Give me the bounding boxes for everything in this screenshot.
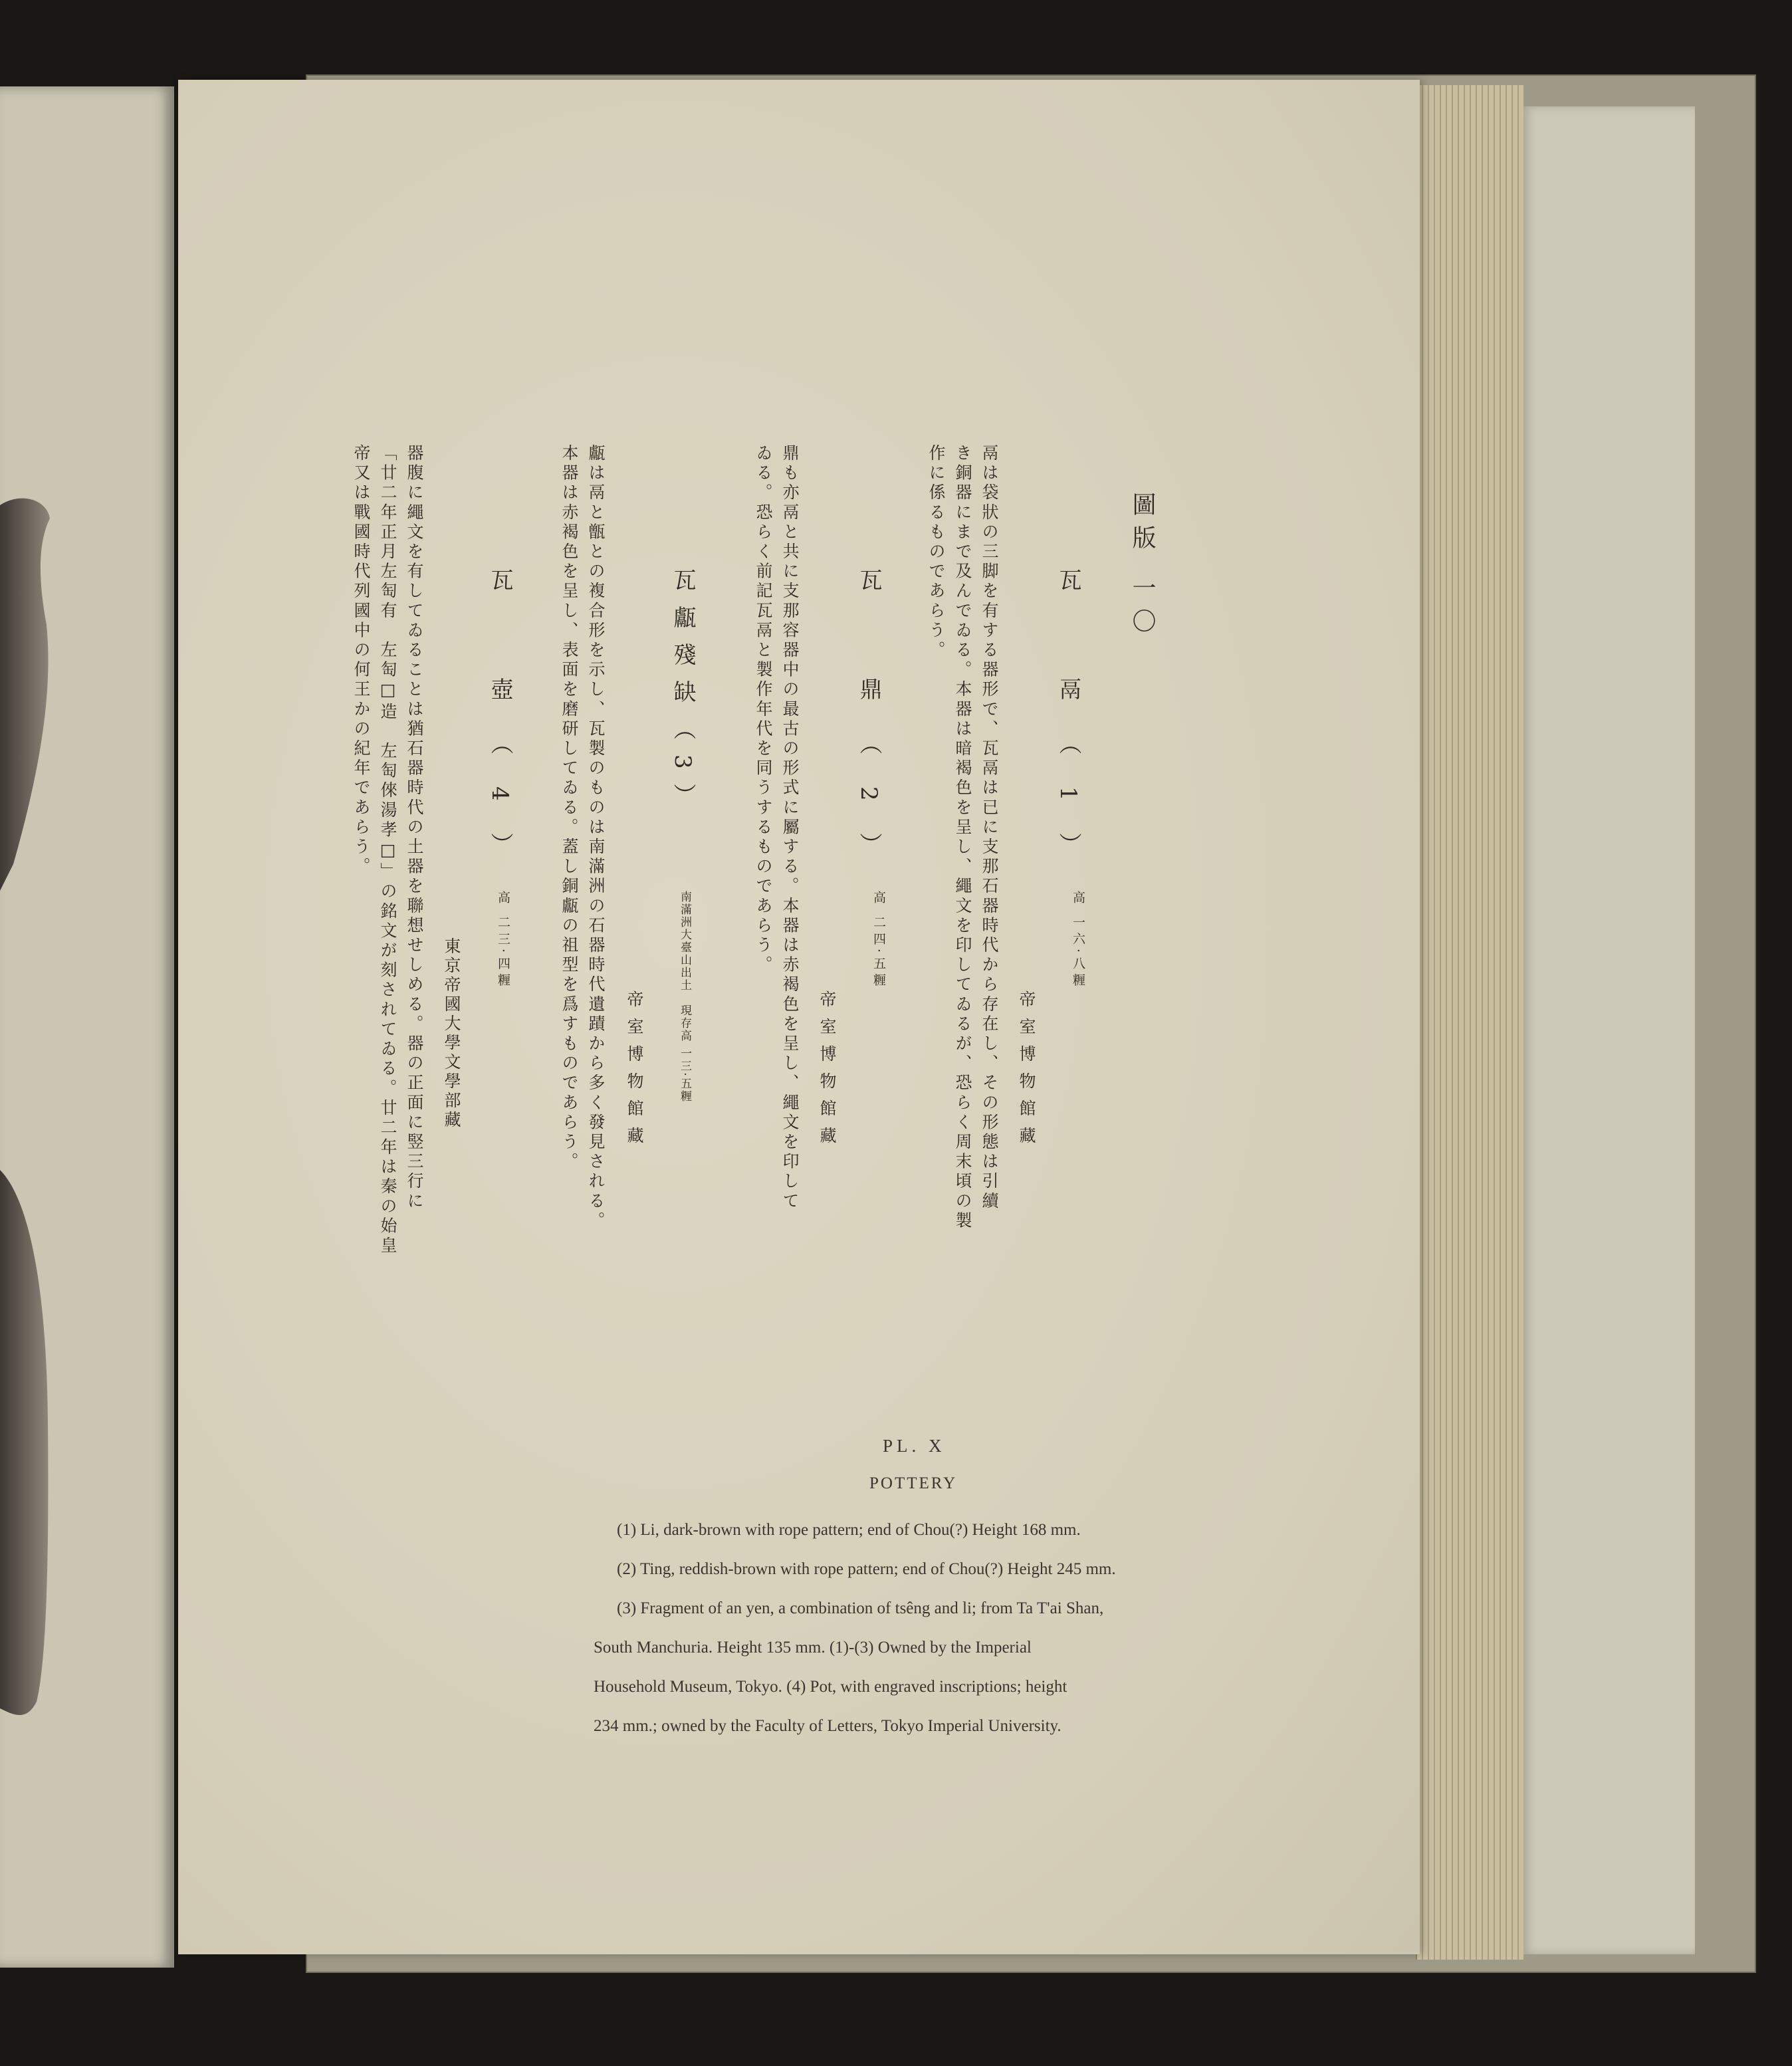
caption-line: South Manchuria. Height 135 mm. (1)-(3) Owned by the Imperial [594,1639,1032,1657]
page-edges [1416,85,1523,1960]
plate-page [178,80,1420,1954]
pottery-photo-fragment [0,492,60,1722]
caption-line: (1) Li, dark-brown with rope pattern; end of Chou(?) Height 168 mm. [617,1521,1081,1539]
plate-heading: POTTERY [869,1474,958,1492]
item2-owner: 帝室博物館藏 [818,990,837,1154]
item2-title: 瓦 鼎（2） [855,568,882,887]
item4-text-line1: 器腹に繩文を有してゐることは猶石器時代の土器を聯想せしめる。器の正面に竪三行に [405,444,424,1212]
item4-owner: 東京帝國大學文學部藏 [442,937,461,1130]
item1-title: 瓦 鬲（1） [1055,568,1081,887]
book-board-edge [1522,106,1695,1954]
item1-text-line1: 鬲は袋狀の三脚を有する器形で、瓦鬲は已に支那石器時代から存在し、その形態は引續 [980,444,999,1212]
item1-text-line3: 作に係るものであらう。 [927,444,946,661]
item4-title: 瓦 壺（4） [487,568,513,887]
item3-text-line2: 本器は赤褐色を呈し、表面を磨研してゐる。蓋し銅甗の祖型を爲すものであらう。 [560,444,579,1173]
plate-title: 圖版 一〇 [1129,492,1156,642]
item3-owner: 帝室博物館藏 [625,990,644,1154]
item1-text-line2: き銅器にまで及んでゐる。本器は暗褐色を呈し、繩文を印してゐるが、恐らく周末頃の製 [953,444,972,1231]
item3-spec: 南滿洲大臺山出土 現存高 一三·五糎 [678,891,691,1103]
item4-spec: 高 二三·四糎 [496,891,510,990]
item2-spec: 高 二四·五糎 [871,891,886,990]
caption-line: (3) Fragment of an yen, a combination of tsêng and li; from Ta T'ai Shan, [617,1599,1104,1617]
item2-text-line2: ゐる。恐らく前記瓦鬲と製作年代を同うするものであらう。 [754,444,773,976]
item1-spec: 高 一六·八糎 [1071,891,1085,990]
plate-number: PL. X [883,1436,946,1456]
item3-title: 瓦甗殘缺（3） [669,568,696,821]
caption-line: Household Museum, Tokyo. (4) Pot, with engraved inscriptions; height [594,1678,1067,1696]
item4-text-line2: 「廿二年正月左匋有 左匋□造 左匋倈湯孝□」の銘文が刻されてゐる。廿二年は秦の始皇 [378,444,397,1256]
item4-text-line3: 帝又は戰國時代列國中の何王かの紀年であらう。 [352,444,371,877]
caption-line: 234 mm.; owned by the Faculty of Letters, Tokyo Imperial University. [594,1717,1062,1735]
english-caption [594,1510,1215,1746]
item1-owner: 帝室博物館藏 [1017,990,1036,1154]
item3-text-line1: 甗は鬲と甑との複合形を示し、瓦製のものは南滿洲の石器時代遺蹟から多く發見される。 [586,444,606,1231]
facing-page [0,86,174,1968]
item2-text-line1: 鼎も亦鬲と共に支那容器中の最古の形式に屬する。本器は赤褐色を呈し、繩文を印して [780,444,800,1212]
caption-line: (2) Ting, reddish-brown with rope pattern; end of Chou(?) Height 245 mm. [617,1560,1116,1578]
